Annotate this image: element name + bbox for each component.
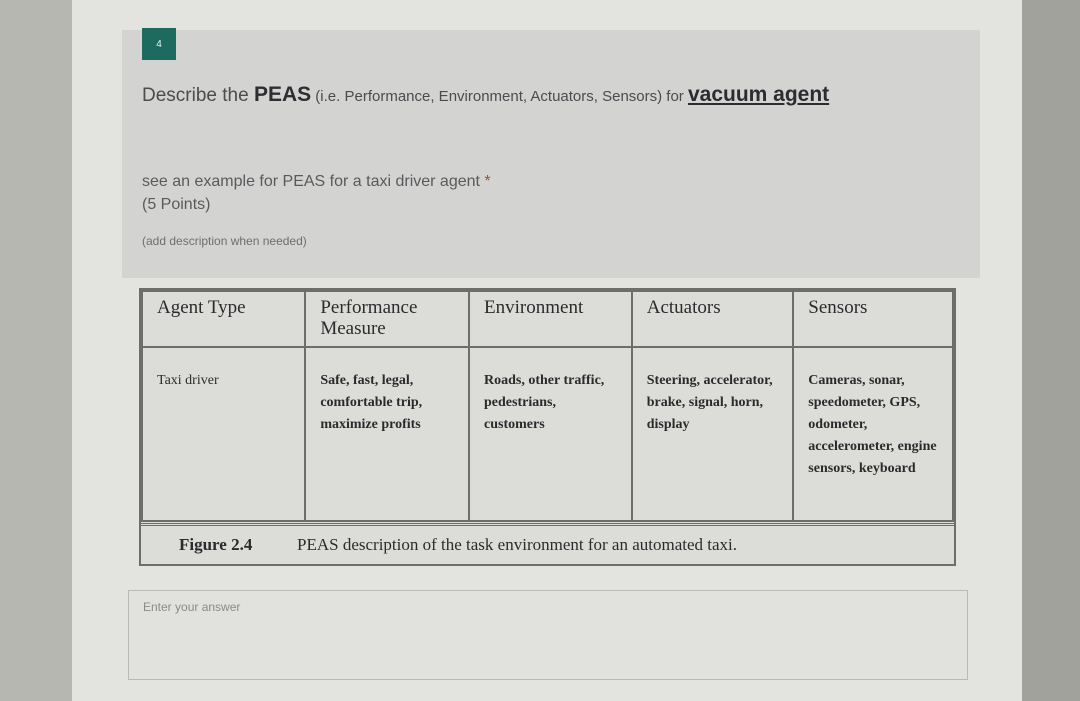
header-environment: Environment — [469, 291, 632, 347]
figure-label: Figure 2.4 — [179, 535, 253, 554]
figure-caption — [141, 523, 954, 564]
peas-table — [141, 290, 954, 522]
table-row — [142, 347, 953, 521]
header-actuators: Actuators — [632, 291, 794, 347]
table-header-row — [142, 291, 953, 347]
question-title-paren: (i.e. Performance, Environment, Actuators, Sensors) for — [311, 88, 688, 105]
question-number-badge: 4 — [142, 28, 176, 60]
cell-agent-type: Taxi driver — [142, 347, 305, 521]
figure-caption-text: PEAS description of the task environment for an automated taxi. — [297, 535, 738, 554]
header-performance: Performance Measure — [305, 291, 469, 347]
required-mark: * — [484, 173, 491, 190]
peas-figure — [139, 288, 956, 566]
cell-sensors: Cameras, sonar, speedometer, GPS, odometer, accelerometer, engine sensors, keyboard — [793, 347, 953, 521]
header-sensors: Sensors — [793, 291, 953, 347]
question-hint: (add description when needed) — [142, 234, 307, 248]
form-page — [72, 0, 1022, 701]
background-left — [0, 0, 72, 701]
subtitle-text: see an example for PEAS for a taxi driver agent — [142, 173, 480, 190]
question-title — [142, 78, 932, 113]
cell-performance: Safe, fast, legal, comfortable trip, maximize profits — [305, 347, 469, 521]
question-subtitle — [142, 170, 491, 216]
answer-input[interactable] — [128, 590, 968, 680]
cell-environment: Roads, other traffic, pedestrians, customers — [469, 347, 632, 521]
question-title-prefix: Describe the — [142, 85, 254, 106]
background-right — [1022, 0, 1080, 701]
answer-placeholder: Enter your answer — [143, 600, 241, 614]
question-title-vacuum-agent: vacuum agent — [687, 83, 830, 106]
header-agent-type: Agent Type — [142, 291, 305, 347]
points-label: (5 Points) — [142, 196, 211, 213]
cell-actuators: Steering, accelerator, brake, signal, horn, display — [632, 347, 794, 521]
question-title-peas: PEAS — [253, 83, 312, 106]
